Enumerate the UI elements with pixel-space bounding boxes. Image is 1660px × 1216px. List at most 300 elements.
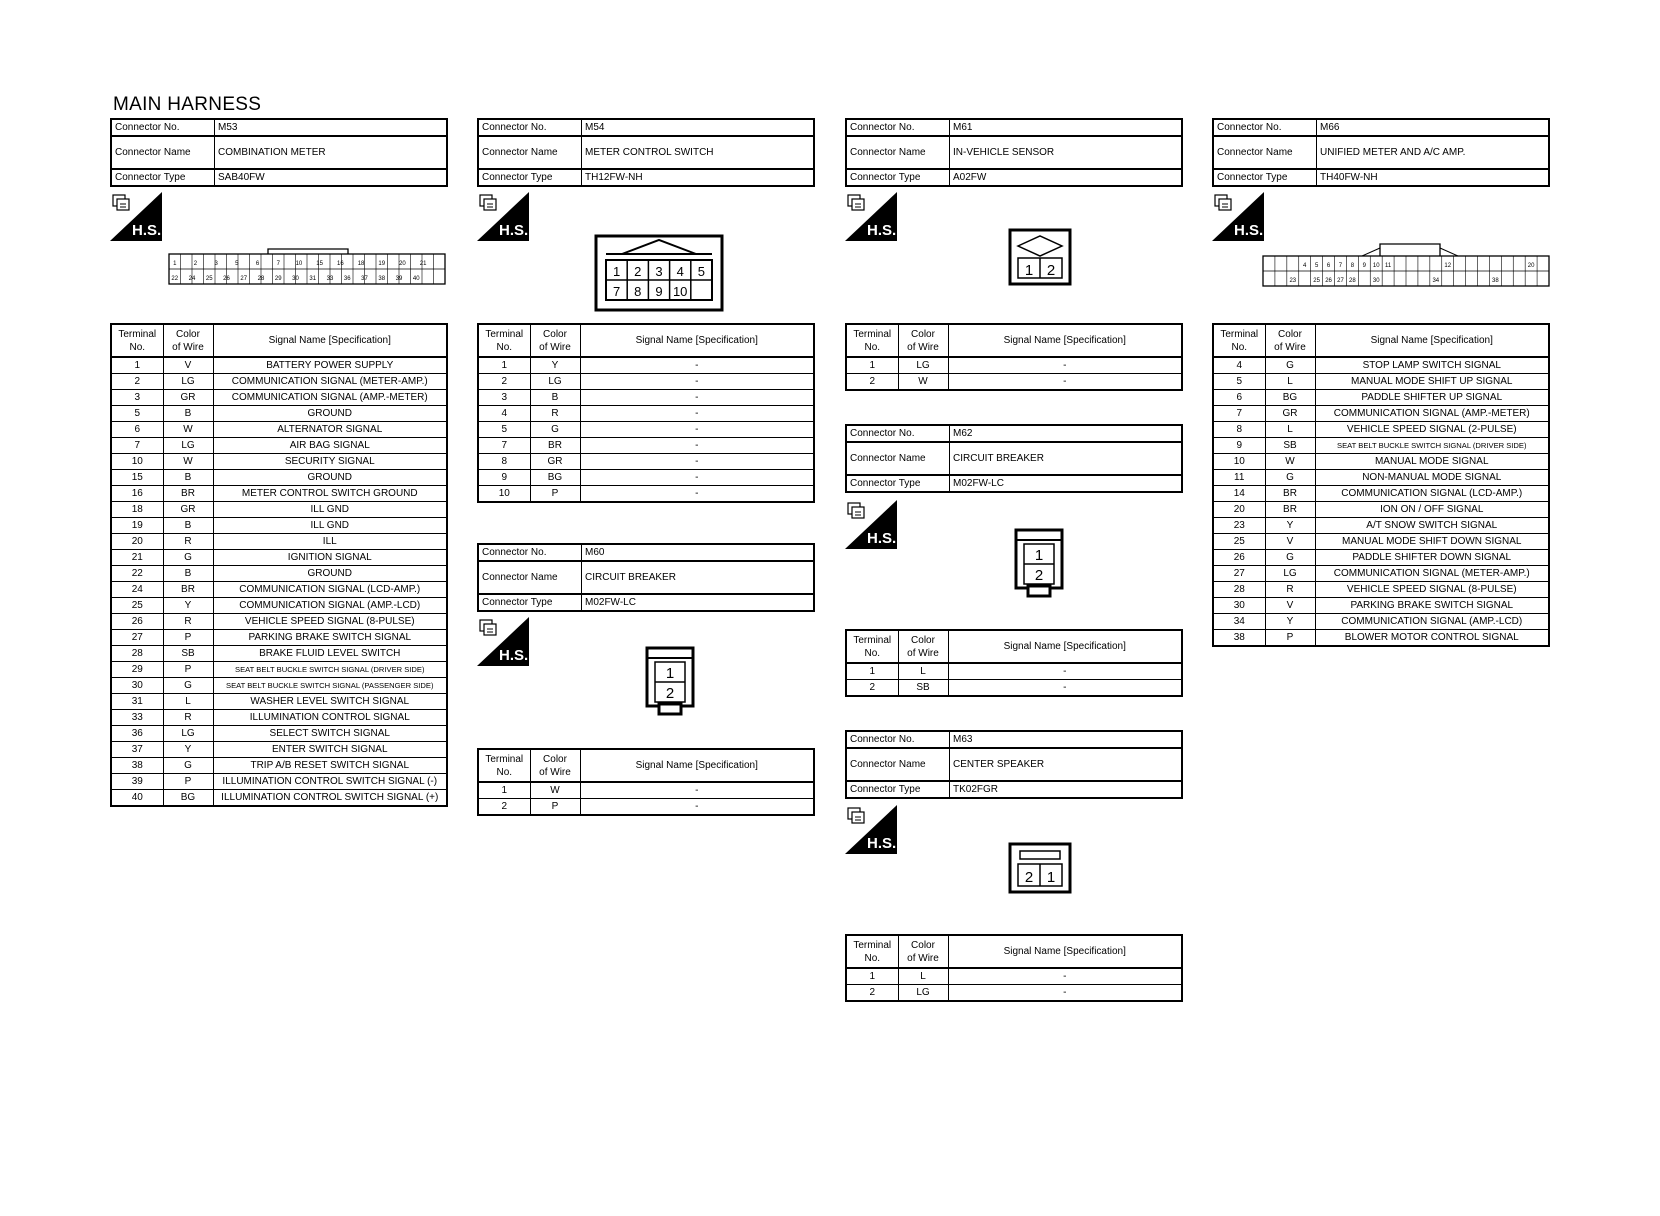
signal-name-cell: SEAT BELT BUCKLE SWITCH SIGNAL (PASSENGER SIDE) xyxy=(213,678,447,694)
connector-pin-label: 2 xyxy=(1024,869,1034,886)
signal-name-cell: BRAKE FLUID LEVEL SWITCH xyxy=(213,646,447,662)
connector-pin-label: 9 xyxy=(655,284,663,299)
table-row xyxy=(478,782,814,799)
connector-pin-label: 29 xyxy=(274,276,282,282)
connector-pin-label: 5 xyxy=(235,261,239,267)
wire-color-cell: G xyxy=(1265,470,1315,486)
terminal-no-cell: 10 xyxy=(111,454,163,470)
terminal-no-cell: 7 xyxy=(478,438,530,454)
terminal-no-cell: 38 xyxy=(1213,630,1265,647)
table-row xyxy=(478,486,814,503)
terminal-no-cell: 28 xyxy=(111,646,163,662)
connector-pin-label: 30 xyxy=(292,276,299,282)
connector-face-m53 xyxy=(168,248,446,286)
table-row xyxy=(1213,422,1549,438)
connector-no-label: Connector No. xyxy=(478,119,582,136)
connector-header-m63 xyxy=(845,730,1183,799)
table-row xyxy=(478,799,814,816)
signal-name-cell: - xyxy=(948,357,1182,374)
terminal-no-cell: 6 xyxy=(1213,390,1265,406)
signal-name-cell: - xyxy=(948,663,1182,680)
signal-name-cell: - xyxy=(580,486,814,503)
terminal-no-cell: 2 xyxy=(478,799,530,816)
terminal-no-cell: 20 xyxy=(1213,502,1265,518)
connector-pin-label: 7 xyxy=(276,261,280,267)
signal-name-cell: VEHICLE SPEED SIGNAL (8-PULSE) xyxy=(213,614,447,630)
connector-pin-label: 9 xyxy=(1362,263,1366,269)
connector-pin-label: 28 xyxy=(257,276,265,282)
signal-name-cell: SEAT BELT BUCKLE SWITCH SIGNAL (DRIVER SIDE) xyxy=(1315,438,1549,454)
wire-color-cell: LG xyxy=(898,357,948,374)
table-row xyxy=(111,566,447,582)
table-row xyxy=(1213,390,1549,406)
wire-color-cell: G xyxy=(163,678,213,694)
svg-text:H.S.: H.S. xyxy=(1234,222,1264,239)
signal-name-header: Signal Name [Specification] xyxy=(948,630,1182,663)
wire-color-cell: L xyxy=(1265,374,1315,390)
connector-pin-label: 6 xyxy=(255,261,260,267)
signal-name-cell: ION ON / OFF SIGNAL xyxy=(1315,502,1549,518)
terminal-no-header: Terminal No. xyxy=(478,324,530,357)
wire-color-cell: P xyxy=(530,486,580,503)
terminal-no-cell: 5 xyxy=(478,422,530,438)
table-row xyxy=(1213,598,1549,614)
terminal-no-cell: 37 xyxy=(111,742,163,758)
wire-color-cell: GR xyxy=(163,390,213,406)
wire-color-cell: V xyxy=(163,357,213,374)
connector-pin-label: 1 xyxy=(1024,262,1034,279)
wire-color-cell: LG xyxy=(530,374,580,390)
connector-type-value: TH40FW-NH xyxy=(1317,169,1550,186)
connector-pin-label: 1 xyxy=(612,264,621,279)
terminal-no-cell: 30 xyxy=(1213,598,1265,614)
color-of-wire-header: Color of Wire xyxy=(1265,324,1315,357)
svg-text:H.S.: H.S. xyxy=(132,222,162,239)
terminal-no-cell: 16 xyxy=(111,486,163,502)
terminal-no-cell: 25 xyxy=(111,598,163,614)
signal-table-m63 xyxy=(845,934,1183,1002)
terminal-no-cell: 1 xyxy=(478,782,530,799)
connector-no-label: Connector No. xyxy=(478,544,582,561)
table-row xyxy=(1213,630,1549,647)
connector-no-label: Connector No. xyxy=(846,425,950,442)
terminal-no-cell: 1 xyxy=(846,968,898,985)
wire-color-cell: BR xyxy=(1265,486,1315,502)
connector-pin-label: 27 xyxy=(240,276,248,282)
connector-no-label: Connector No. xyxy=(1213,119,1317,136)
connector-header-m60 xyxy=(477,543,815,612)
wire-color-cell: BG xyxy=(163,790,213,807)
wire-color-cell: L xyxy=(163,694,213,710)
table-row xyxy=(111,357,447,374)
terminal-no-cell: 29 xyxy=(111,662,163,678)
table-row xyxy=(111,598,447,614)
signal-name-cell: - xyxy=(580,454,814,470)
hs-badge-icon xyxy=(110,192,162,241)
connector-pin-label: 22 xyxy=(171,276,179,282)
connector-face-m60 xyxy=(645,646,695,716)
connector-pin-label: 16 xyxy=(337,261,344,267)
signal-name-cell: - xyxy=(580,782,814,799)
signal-name-cell: COMMUNICATION SIGNAL (METER-AMP.) xyxy=(213,374,447,390)
signal-name-cell: COMMUNICATION SIGNAL (AMP.-METER) xyxy=(1315,406,1549,422)
connector-pin-label: 1 xyxy=(665,665,675,682)
wire-color-cell: P xyxy=(163,774,213,790)
connector-type-label: Connector Type xyxy=(846,169,950,186)
terminal-no-cell: 2 xyxy=(478,374,530,390)
hs-badge-graphic xyxy=(477,192,529,241)
color-of-wire-header: Color of Wire xyxy=(898,630,948,663)
signal-name-cell: SEAT BELT BUCKLE SWITCH SIGNAL (DRIVER SIDE) xyxy=(213,662,447,678)
signal-name-header: Signal Name [Specification] xyxy=(1315,324,1549,357)
terminal-no-cell: 34 xyxy=(1213,614,1265,630)
svg-text:H.S.: H.S. xyxy=(499,222,529,239)
table-row xyxy=(478,390,814,406)
table-row xyxy=(111,518,447,534)
connector-type-label: Connector Type xyxy=(1213,169,1317,186)
table-row xyxy=(478,422,814,438)
terminal-no-header: Terminal No. xyxy=(846,324,898,357)
connector-pin-label: 15 xyxy=(316,261,323,267)
signal-name-header: Signal Name [Specification] xyxy=(213,324,447,357)
connector-type-label: Connector Type xyxy=(478,594,582,611)
color-of-wire-header: Color of Wire xyxy=(163,324,213,357)
connector-pin-label: 39 xyxy=(395,276,403,282)
terminal-no-cell: 4 xyxy=(478,406,530,422)
connector-pin-label: 2 xyxy=(1046,262,1056,279)
signal-table-m61 xyxy=(845,323,1183,391)
terminal-no-header: Terminal No. xyxy=(846,630,898,663)
wire-color-cell: W xyxy=(530,782,580,799)
signal-table-m54 xyxy=(477,323,815,503)
terminal-no-cell: 19 xyxy=(111,518,163,534)
signal-name-cell: - xyxy=(580,374,814,390)
connector-pin-label: 38 xyxy=(378,276,386,282)
signal-name-cell: - xyxy=(580,470,814,486)
table-row xyxy=(846,968,1182,985)
signal-table-m62 xyxy=(845,629,1183,697)
wire-color-cell: BR xyxy=(163,582,213,598)
hs-badge-graphic xyxy=(477,617,529,666)
wire-color-cell: V xyxy=(1265,534,1315,550)
table-row xyxy=(846,663,1182,680)
table-row xyxy=(111,438,447,454)
table-row xyxy=(111,774,447,790)
wire-color-cell: G xyxy=(1265,550,1315,566)
signal-name-cell: STOP LAMP SWITCH SIGNAL xyxy=(1315,357,1549,374)
svg-text:H.S.: H.S. xyxy=(867,222,897,239)
signal-name-cell: SELECT SWITCH SIGNAL xyxy=(213,726,447,742)
signal-name-cell: - xyxy=(580,390,814,406)
connector-name-value: CIRCUIT BREAKER xyxy=(950,442,1183,475)
signal-name-cell: ALTERNATOR SIGNAL xyxy=(213,422,447,438)
connector-no-label: Connector No. xyxy=(846,731,950,748)
connector-pin-label: 28 xyxy=(1349,278,1356,284)
signal-name-cell: - xyxy=(580,438,814,454)
signal-name-cell: PARKING BRAKE SWITCH SIGNAL xyxy=(213,630,447,646)
color-of-wire-header: Color of Wire xyxy=(898,324,948,357)
table-row xyxy=(111,646,447,662)
svg-text:H.S.: H.S. xyxy=(867,835,897,852)
wire-color-cell: L xyxy=(1265,422,1315,438)
connector-type-value: M02FW-LC xyxy=(582,594,815,611)
signal-name-cell: VEHICLE SPEED SIGNAL (8-PULSE) xyxy=(1315,582,1549,598)
connector-no-value: M62 xyxy=(950,425,1183,442)
terminal-no-cell: 10 xyxy=(1213,454,1265,470)
table-row xyxy=(1213,566,1549,582)
connector-pin-label: 2 xyxy=(665,685,675,702)
connector-pin-label: 2 xyxy=(634,264,642,279)
terminal-no-cell: 4 xyxy=(1213,357,1265,374)
connector-face-m61 xyxy=(1008,228,1072,286)
wire-color-cell: W xyxy=(898,374,948,391)
signal-name-cell: - xyxy=(580,799,814,816)
table-row xyxy=(111,502,447,518)
terminal-no-cell: 6 xyxy=(111,422,163,438)
connector-no-value: M54 xyxy=(582,119,815,136)
table-row xyxy=(1213,357,1549,374)
table-row xyxy=(846,985,1182,1002)
signal-name-cell: TRIP A/B RESET SWITCH SIGNAL xyxy=(213,758,447,774)
table-row xyxy=(1213,454,1549,470)
wire-color-cell: R xyxy=(163,710,213,726)
signal-name-cell: GROUND xyxy=(213,566,447,582)
wire-color-cell: L xyxy=(898,663,948,680)
connector-pin-label: 5 xyxy=(1314,263,1319,269)
wire-color-cell: GR xyxy=(163,502,213,518)
terminal-no-cell: 15 xyxy=(111,470,163,486)
hs-badge-graphic xyxy=(845,192,897,241)
terminal-no-cell: 27 xyxy=(1213,566,1265,582)
terminal-no-cell: 9 xyxy=(1213,438,1265,454)
connector-name-label: Connector Name xyxy=(111,136,215,169)
hs-badge-icon xyxy=(845,192,897,241)
connector-pin-label: 12 xyxy=(1444,263,1452,269)
table-row xyxy=(1213,550,1549,566)
table-row xyxy=(111,486,447,502)
wire-color-cell: LG xyxy=(898,985,948,1002)
connector-pin-label: 3 xyxy=(655,264,663,279)
terminal-no-cell: 40 xyxy=(111,790,163,807)
connector-header-m54 xyxy=(477,118,815,187)
color-of-wire-header: Color of Wire xyxy=(898,935,948,968)
wire-color-cell: BG xyxy=(1265,390,1315,406)
table-row xyxy=(478,406,814,422)
connector-pin-label: 2 xyxy=(1034,567,1044,584)
terminal-no-cell: 39 xyxy=(111,774,163,790)
hs-badge-graphic xyxy=(845,500,897,549)
terminal-no-cell: 21 xyxy=(111,550,163,566)
signal-name-cell: COMMUNICATION SIGNAL (METER-AMP.) xyxy=(1315,566,1549,582)
table-row xyxy=(111,710,447,726)
connector-name-label: Connector Name xyxy=(846,442,950,475)
wire-color-cell: Y xyxy=(163,598,213,614)
connector-name-value: CIRCUIT BREAKER xyxy=(582,561,815,594)
wire-color-cell: BG xyxy=(530,470,580,486)
terminal-no-cell: 1 xyxy=(846,663,898,680)
table-row xyxy=(1213,374,1549,390)
hs-badge-icon xyxy=(477,617,529,666)
connector-name-value: METER CONTROL SWITCH xyxy=(582,136,815,169)
terminal-no-cell: 26 xyxy=(1213,550,1265,566)
connector-name-label: Connector Name xyxy=(846,136,950,169)
signal-name-cell: VEHICLE SPEED SIGNAL (2-PULSE) xyxy=(1315,422,1549,438)
terminal-no-cell: 1 xyxy=(111,357,163,374)
signal-name-cell: - xyxy=(948,985,1182,1002)
signal-name-cell: MANUAL MODE SHIFT DOWN SIGNAL xyxy=(1315,534,1549,550)
terminal-no-cell: 9 xyxy=(478,470,530,486)
terminal-no-cell: 18 xyxy=(111,502,163,518)
terminal-no-cell: 30 xyxy=(111,678,163,694)
wire-color-cell: LG xyxy=(163,438,213,454)
wire-color-cell: LG xyxy=(163,726,213,742)
signal-table-m60 xyxy=(477,748,815,816)
wire-color-cell: Y xyxy=(1265,614,1315,630)
terminal-no-cell: 26 xyxy=(111,614,163,630)
connector-type-label: Connector Type xyxy=(846,475,950,492)
wire-color-cell: SB xyxy=(163,646,213,662)
signal-name-cell: GROUND xyxy=(213,406,447,422)
signal-name-cell: SECURITY SIGNAL xyxy=(213,454,447,470)
terminal-no-cell: 20 xyxy=(111,534,163,550)
connector-pin-label: 10 xyxy=(1372,263,1380,269)
table-row xyxy=(478,470,814,486)
signal-name-header: Signal Name [Specification] xyxy=(580,324,814,357)
connector-pin-label: 1 xyxy=(1046,869,1056,886)
connector-type-value: TH12FW-NH xyxy=(582,169,815,186)
connector-name-label: Connector Name xyxy=(478,561,582,594)
wire-color-cell: BR xyxy=(1265,502,1315,518)
table-row xyxy=(846,374,1182,391)
table-row xyxy=(111,630,447,646)
terminal-no-cell: 8 xyxy=(478,454,530,470)
table-row xyxy=(1213,534,1549,550)
wire-color-cell: B xyxy=(163,406,213,422)
connector-pin-label: 5 xyxy=(697,264,706,279)
connector-type-value: TK02FGR xyxy=(950,781,1183,798)
connector-pin-label: 8 xyxy=(1350,263,1355,269)
signal-name-cell: COMMUNICATION SIGNAL (AMP.-METER) xyxy=(213,390,447,406)
connector-type-label: Connector Type xyxy=(846,781,950,798)
table-row xyxy=(478,374,814,390)
table-row xyxy=(1213,406,1549,422)
connector-name-value: IN-VEHICLE SENSOR xyxy=(950,136,1183,169)
connector-pin-label: 40 xyxy=(412,276,420,282)
wire-color-cell: B xyxy=(163,566,213,582)
table-row xyxy=(111,790,447,807)
connector-header-m62 xyxy=(845,424,1183,493)
terminal-no-cell: 3 xyxy=(478,390,530,406)
connector-pin-label: 6 xyxy=(1326,263,1331,269)
table-row xyxy=(111,406,447,422)
connector-face-m63 xyxy=(1008,842,1072,894)
page-title: MAIN HARNESS xyxy=(113,94,262,115)
table-row xyxy=(1213,518,1549,534)
signal-name-cell: NON-MANUAL MODE SIGNAL xyxy=(1315,470,1549,486)
table-row xyxy=(111,550,447,566)
connector-face-m62 xyxy=(1014,528,1064,598)
connector-pin-label: 4 xyxy=(1303,263,1307,269)
signal-table-m66 xyxy=(1212,323,1550,647)
terminal-no-cell: 5 xyxy=(111,406,163,422)
table-row xyxy=(111,454,447,470)
wire-color-cell: P xyxy=(1265,630,1315,647)
color-of-wire-header: Color of Wire xyxy=(530,749,580,782)
connector-type-label: Connector Type xyxy=(478,169,582,186)
wire-color-cell: G xyxy=(1265,357,1315,374)
connector-pin-label: 20 xyxy=(399,261,406,267)
signal-name-cell: MANUAL MODE SIGNAL xyxy=(1315,454,1549,470)
terminal-no-cell: 1 xyxy=(846,357,898,374)
wire-color-cell: P xyxy=(163,662,213,678)
connector-pin-label: 11 xyxy=(1385,263,1392,269)
terminal-no-cell: 8 xyxy=(1213,422,1265,438)
connector-pin-label: 27 xyxy=(1337,278,1344,284)
connector-pin-label: 1 xyxy=(1034,547,1044,564)
connector-pin-label: 20 xyxy=(1527,263,1535,269)
hs-badge-graphic xyxy=(1212,192,1264,241)
hs-badge-icon xyxy=(1212,192,1264,241)
table-row xyxy=(846,357,1182,374)
connector-name-label: Connector Name xyxy=(478,136,582,169)
table-row xyxy=(111,534,447,550)
connector-pin-label: 4 xyxy=(676,264,684,279)
table-row xyxy=(478,454,814,470)
table-row xyxy=(1213,470,1549,486)
wire-color-cell: W xyxy=(163,454,213,470)
wire-color-cell: G xyxy=(163,758,213,774)
table-row xyxy=(111,694,447,710)
table-row xyxy=(111,758,447,774)
table-row xyxy=(111,726,447,742)
signal-name-cell: PADDLE SHIFTER DOWN SIGNAL xyxy=(1315,550,1549,566)
wire-color-cell: LG xyxy=(163,374,213,390)
signal-name-cell: ILL GND xyxy=(213,502,447,518)
terminal-no-cell: 22 xyxy=(111,566,163,582)
wire-color-cell: SB xyxy=(1265,438,1315,454)
terminal-no-cell: 31 xyxy=(111,694,163,710)
wire-color-cell: BR xyxy=(163,486,213,502)
svg-text:H.S.: H.S. xyxy=(867,530,897,547)
hs-badge-icon xyxy=(845,805,897,854)
connector-name-label: Connector Name xyxy=(846,748,950,781)
wire-color-cell: B xyxy=(530,390,580,406)
connector-pin-label: 10 xyxy=(672,284,688,299)
wire-color-cell: B xyxy=(163,470,213,486)
terminal-no-cell: 5 xyxy=(1213,374,1265,390)
wire-color-cell: V xyxy=(1265,598,1315,614)
terminal-no-cell: 2 xyxy=(846,374,898,391)
connector-pin-label: 30 xyxy=(1372,278,1380,284)
signal-name-cell: - xyxy=(580,406,814,422)
signal-name-cell: A/T SNOW SWITCH SIGNAL xyxy=(1315,518,1549,534)
signal-name-cell: MANUAL MODE SHIFT UP SIGNAL xyxy=(1315,374,1549,390)
connector-header-m61 xyxy=(845,118,1183,187)
signal-name-header: Signal Name [Specification] xyxy=(948,935,1182,968)
connector-face-m66 xyxy=(1262,242,1552,290)
connector-pin-label: 37 xyxy=(361,276,368,282)
connector-pin-label: 21 xyxy=(419,261,427,267)
connector-pin-label: 18 xyxy=(357,261,365,267)
connector-no-value: M63 xyxy=(950,731,1183,748)
table-row xyxy=(111,422,447,438)
connector-name-value: CENTER SPEAKER xyxy=(950,748,1183,781)
connector-pin-label: 33 xyxy=(326,276,334,282)
signal-name-cell: - xyxy=(948,968,1182,985)
connector-name-value: UNIFIED METER AND A/C AMP. xyxy=(1317,136,1550,169)
terminal-no-cell: 38 xyxy=(111,758,163,774)
table-row xyxy=(111,470,447,486)
